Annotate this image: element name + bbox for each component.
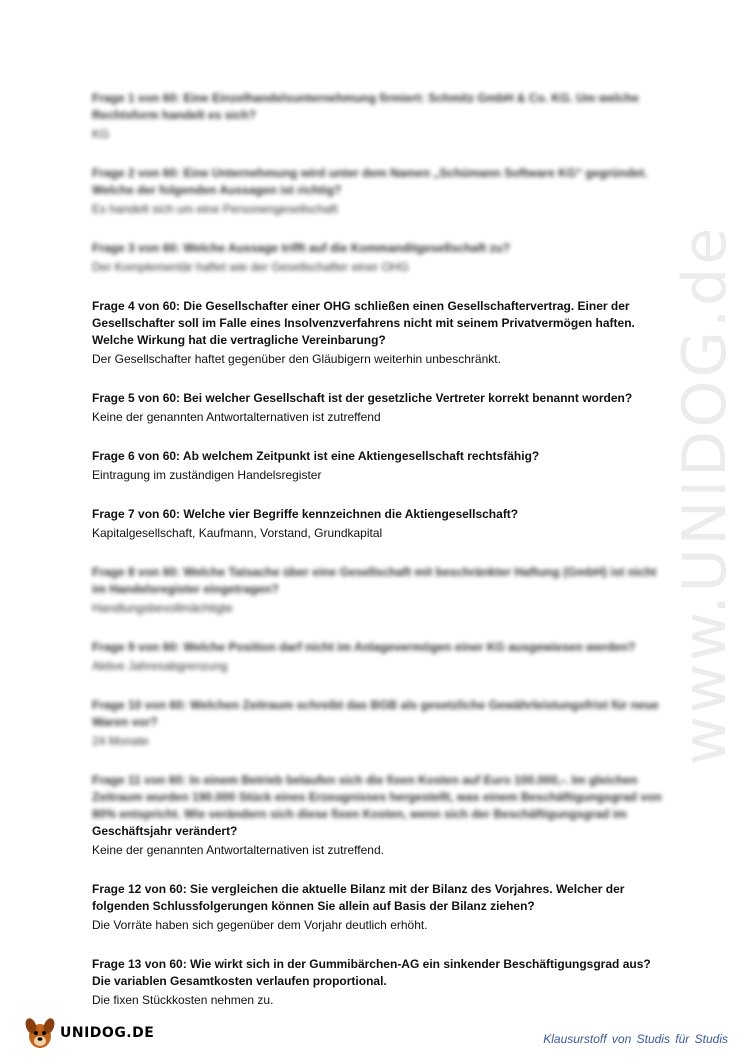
question-text: Frage 1 von 60: Eine Einzelhandelsunternehmung firmiert: Schmitz GmbH & Co. KG. Um welche Rechtsform handelt es sich? bbox=[92, 91, 639, 122]
dog-icon bbox=[22, 1014, 58, 1052]
question-text: Frage 8 von 60: Welche Tatsache über eine Gesellschaft mit beschränkter Haftung (GmbH) ist nicht im Handelsregister eingetragen? bbox=[92, 565, 657, 596]
watermark: www.UNIDOG.de bbox=[670, 224, 740, 766]
answer-text: Keine der genannten Antwortalternativen ist zutreffend. bbox=[92, 843, 384, 857]
answer-text: Aktive Jahresabgrenzung bbox=[92, 659, 228, 673]
question-text: Frage 12 von 60: Sie vergleichen die aktuelle Bilanz mit der Bilanz des Vorjahres. Welcher der folgenden Schlussfolgerungen können Sie allein auf Basis der Bilanz ziehen? bbox=[92, 882, 625, 913]
question-13 bbox=[92, 956, 667, 1009]
answer-text: 24 Monate bbox=[92, 734, 149, 748]
footer-tagline: Klausurstoff von Studis für Studis bbox=[543, 1032, 728, 1046]
question-2 bbox=[92, 165, 667, 218]
question-text: Frage 4 von 60: Die Gesellschafter einer OHG schließen einen Gesellschaftervertrag. Einer der Gesellschafter soll im Falle eines Insolvenzverfahrens nicht mit seinem Privatvermögen haften. Welche Wirkung hat die vertragliche Vereinbarung? bbox=[92, 299, 635, 347]
question-text: Frage 7 von 60: Welche vier Begriffe kennzeichnen die Aktiengesellschaft? bbox=[92, 507, 519, 521]
question-12 bbox=[92, 881, 667, 934]
question-9 bbox=[92, 639, 667, 675]
answer-text: Die Vorräte haben sich gegenüber dem Vorjahr deutlich erhöht. bbox=[92, 918, 428, 932]
answer-text: Handlungsbevollmächtigte bbox=[92, 601, 233, 615]
question-1 bbox=[92, 90, 667, 143]
question-text: Frage 6 von 60: Ab welchem Zeitpunkt ist eine Aktiengesellschaft rechtsfähig? bbox=[92, 449, 540, 463]
question-6 bbox=[92, 448, 667, 484]
answer-text: Eintragung im zuständigen Handelsregister bbox=[92, 468, 322, 482]
answer-text: Kapitalgesellschaft, Kaufmann, Vorstand, Grundkapital bbox=[92, 526, 383, 540]
question-5 bbox=[92, 390, 667, 426]
question-text: Frage 2 von 60: Eine Unternehmung wird unter dem Namen „Schümann Software KG“ gegründet. Welche der folgenden Aussagen ist richtig? bbox=[92, 166, 648, 197]
answer-text: KG bbox=[92, 127, 110, 141]
answer-text: Die fixen Stückkosten nehmen zu. bbox=[92, 993, 274, 1007]
answer-text: Keine der genannten Antwortalternativen ist zutreffend bbox=[92, 410, 381, 424]
question-11 bbox=[92, 772, 667, 859]
question-text: Frage 3 von 60: Welche Aussage trifft auf die Kommanditgesellschaft zu? bbox=[92, 241, 511, 255]
answer-text: Es handelt sich um eine Personengesellschaft bbox=[92, 202, 338, 216]
question-text: Frage 9 von 60: Welche Position darf nicht im Anlagevermögen einer KG ausgewiesen werden? bbox=[92, 640, 636, 654]
question-10 bbox=[92, 697, 667, 750]
question-8 bbox=[92, 564, 667, 617]
question-7 bbox=[92, 506, 667, 542]
question-3 bbox=[92, 240, 667, 276]
answer-text: Der Komplementär haftet wie der Gesellschafter einer OHG bbox=[92, 260, 409, 274]
question-4 bbox=[92, 298, 667, 368]
question-text: Frage 5 von 60: Bei welcher Gesellschaft ist der gesetzliche Vertreter korrekt benannt worden? bbox=[92, 391, 633, 405]
question-text-blurred: Frage 11 von 60: In einem Betrieb belaufen sich die fixen Kosten auf Euro 100.000,-. Im gleichen Zeitraum wurden 190.000 Stück eines Erzeugnisses hergestellt, was einem Beschäftigungsgrad von 80% entspricht. Wie verändern sich diese fixen Kosten, wenn sich der Beschäftigungsgrad im bbox=[92, 773, 662, 821]
question-text: Frage 13 von 60: Wie wirkt sich in der Gummibärchen-AG ein sinkender Beschäftigungsgrad aus? Die variablen Gesamtkosten verlaufen proportional. bbox=[92, 957, 651, 988]
question-text: Geschäftsjahr verändert? bbox=[92, 824, 238, 838]
answer-text: Der Gesellschafter haftet gegenüber den Gläubigern weiterhin unbeschränkt. bbox=[92, 352, 501, 366]
question-text: Frage 10 von 60: Welchen Zeitraum schreibt das BGB als gesetzliche Gewährleistungsfrist für neue Waren vor? bbox=[92, 698, 659, 729]
question-list bbox=[92, 90, 667, 1031]
logo-text: UNIDOG.DE bbox=[60, 1025, 155, 1041]
unidog-logo bbox=[22, 1014, 154, 1052]
